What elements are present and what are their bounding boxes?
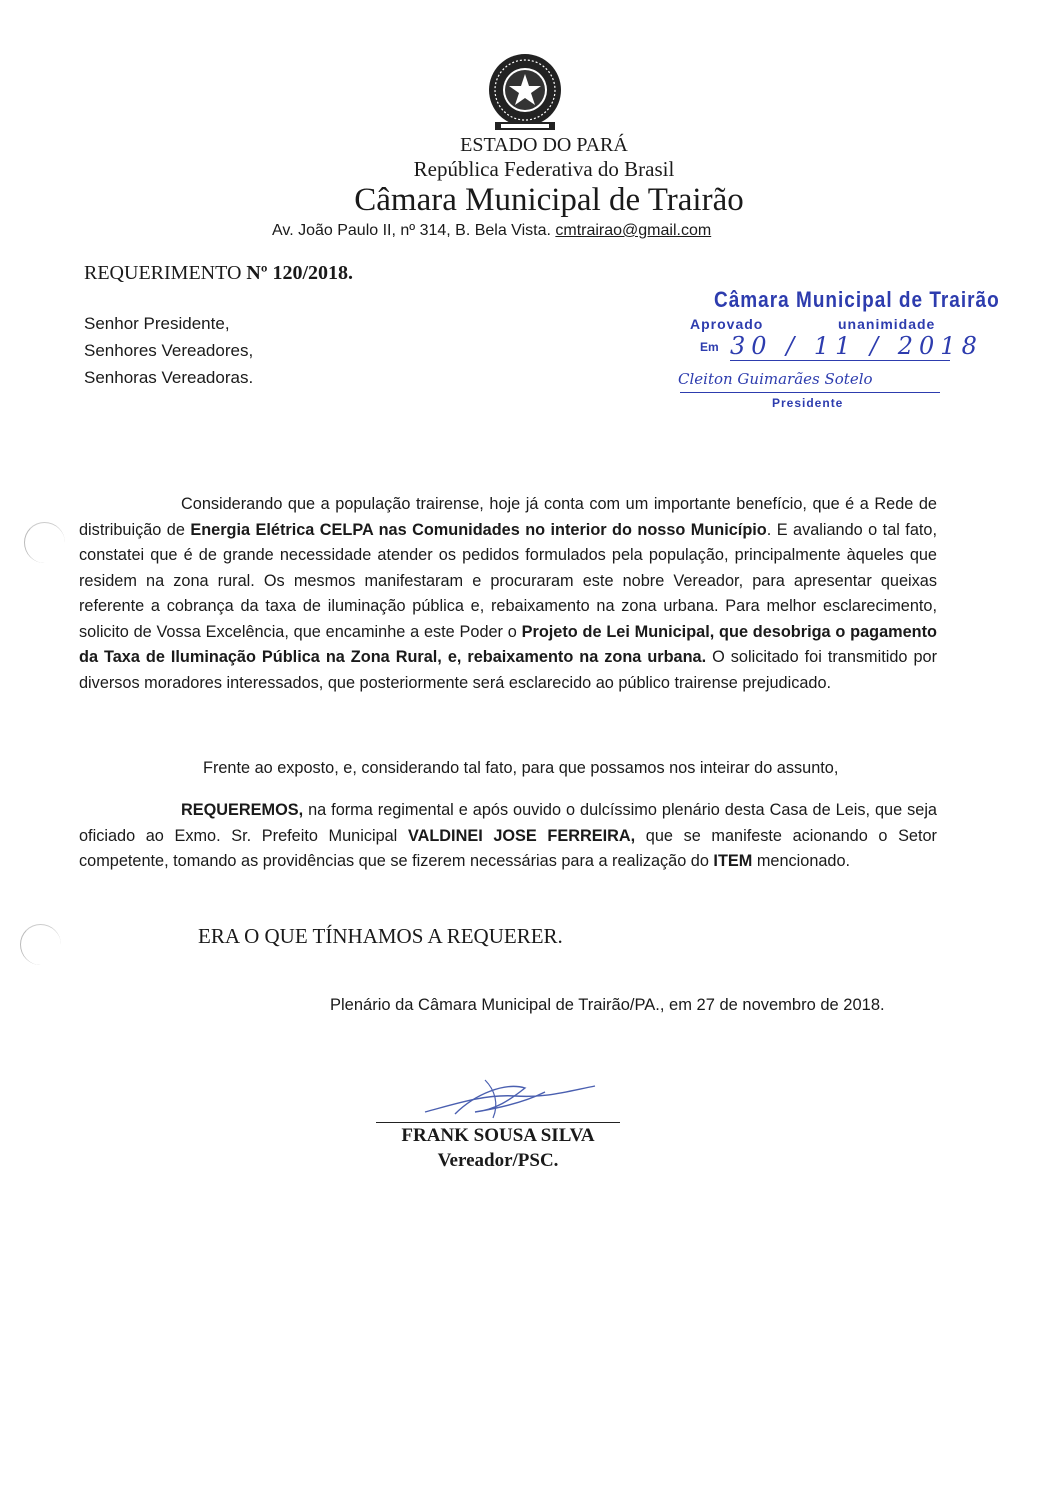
- body-paragraph-2: Frente ao exposto, e, considerando tal fato, para que possamos nos inteirar do assunto,: [203, 759, 839, 777]
- request-label: REQUERIMENTO: [84, 262, 247, 284]
- salutation-councilmen: Senhores Vereadores,: [84, 341, 254, 360]
- request-number: Nº 120/2018.: [246, 262, 354, 284]
- stamp-signature-line: [680, 392, 940, 393]
- coat-of-arms-seal-icon: [477, 50, 573, 136]
- p1-bold-project: Projeto de Lei Municipal, que desobriga o pagamento da Taxa de Iluminação Pública na Zona Rural, e, rebaixamento na zona urbana.: [79, 622, 937, 666]
- p3-text-1: na forma regimental e após ouvido o dulcíssimo plenário desta Casa de Leis, que seja oficiado ao Exmo. Sr. Prefeito Municipal: [79, 801, 937, 845]
- approval-stamp: [660, 288, 1000, 418]
- request-title: [84, 262, 353, 285]
- punch-hole-mark: [20, 924, 61, 965]
- salutation-president: Senhor Presidente,: [84, 314, 230, 333]
- state-name: ESTADO DO PARÁ: [460, 134, 628, 156]
- email-link[interactable]: cmtrairao@gmail.com: [555, 222, 712, 239]
- address-line: [272, 222, 711, 240]
- signatory-role: Vereador/PSC.: [437, 1150, 559, 1171]
- chamber-name: Câmara Municipal de Trairão: [354, 182, 744, 218]
- stamp-unanimity: unanimidade: [838, 316, 936, 332]
- stamp-president: Presidente: [772, 396, 844, 410]
- stamp-date: 30 / 11 / 2018: [730, 332, 983, 360]
- stamp-approved: Aprovado: [690, 316, 764, 332]
- p3-bold-item: ITEM: [713, 852, 753, 870]
- p1-text-2: . E avaliando o tal fato, constatei que é de grande necessidade atender os pedidos formulados pela população, principalmente àqueles que residem na zona rural. Os mesmos manifestaram e procuraram este nobre Vereador, para apresentar queixas referente a cobrança da taxa de iluminação pública e, rebaixamento na zona urbana. Para melhor esclarecimento, solicito de Vossa Excelência, que encaminhe a este Poder o: [79, 520, 937, 641]
- handwritten-signature-icon: [415, 1074, 615, 1124]
- body-paragraph-1: [79, 492, 937, 696]
- republic-name: República Federativa do Brasil: [413, 157, 675, 181]
- p1-text-1: Considerando que a população trairense, hoje já conta com um importante benefício, que é a Rede de distribuição de: [79, 495, 937, 539]
- p3-text-2: que se manifeste acionando o Setor competente, tomando as providências que se fizerem necessárias para a realização do: [79, 826, 937, 870]
- p3-text-3: mencionado.: [752, 852, 851, 870]
- p3-bold-mayor: VALDINEI JOSE FERREIRA,: [407, 826, 636, 845]
- body-paragraph-3: [79, 798, 937, 875]
- stamp-title: Câmara Municipal de Trairão: [714, 288, 1000, 313]
- closing-statement: ERA O QUE TÍNHAMOS A REQUERER.: [198, 924, 563, 948]
- address-text: Av. João Paulo II, nº 314, B. Bela Vista.: [272, 222, 551, 239]
- signature-line: [376, 1122, 620, 1123]
- p1-bold-celpa: Energia Elétrica CELPA nas Comunidades no interior do nosso Município: [190, 520, 767, 539]
- signatory-name: FRANK SOUSA SILVA: [401, 1125, 595, 1146]
- p3-bold-requeremos: REQUEREMOS,: [181, 801, 304, 819]
- stamp-signature: Cleiton Guimarães Sotelo: [678, 370, 873, 388]
- salutation-councilwomen: Senhoras Vereadoras.: [84, 368, 254, 387]
- place-and-date: Plenário da Câmara Municipal de Trairão/PA., em 27 de novembro de 2018.: [330, 996, 885, 1014]
- punch-hole-mark: [24, 522, 65, 563]
- p1-text-3: O solicitado foi transmitido por diversos moradores interessados, que posteriormente será esclarecido ao público trairense prejudicado.: [79, 648, 937, 692]
- stamp-em: Em: [700, 340, 719, 354]
